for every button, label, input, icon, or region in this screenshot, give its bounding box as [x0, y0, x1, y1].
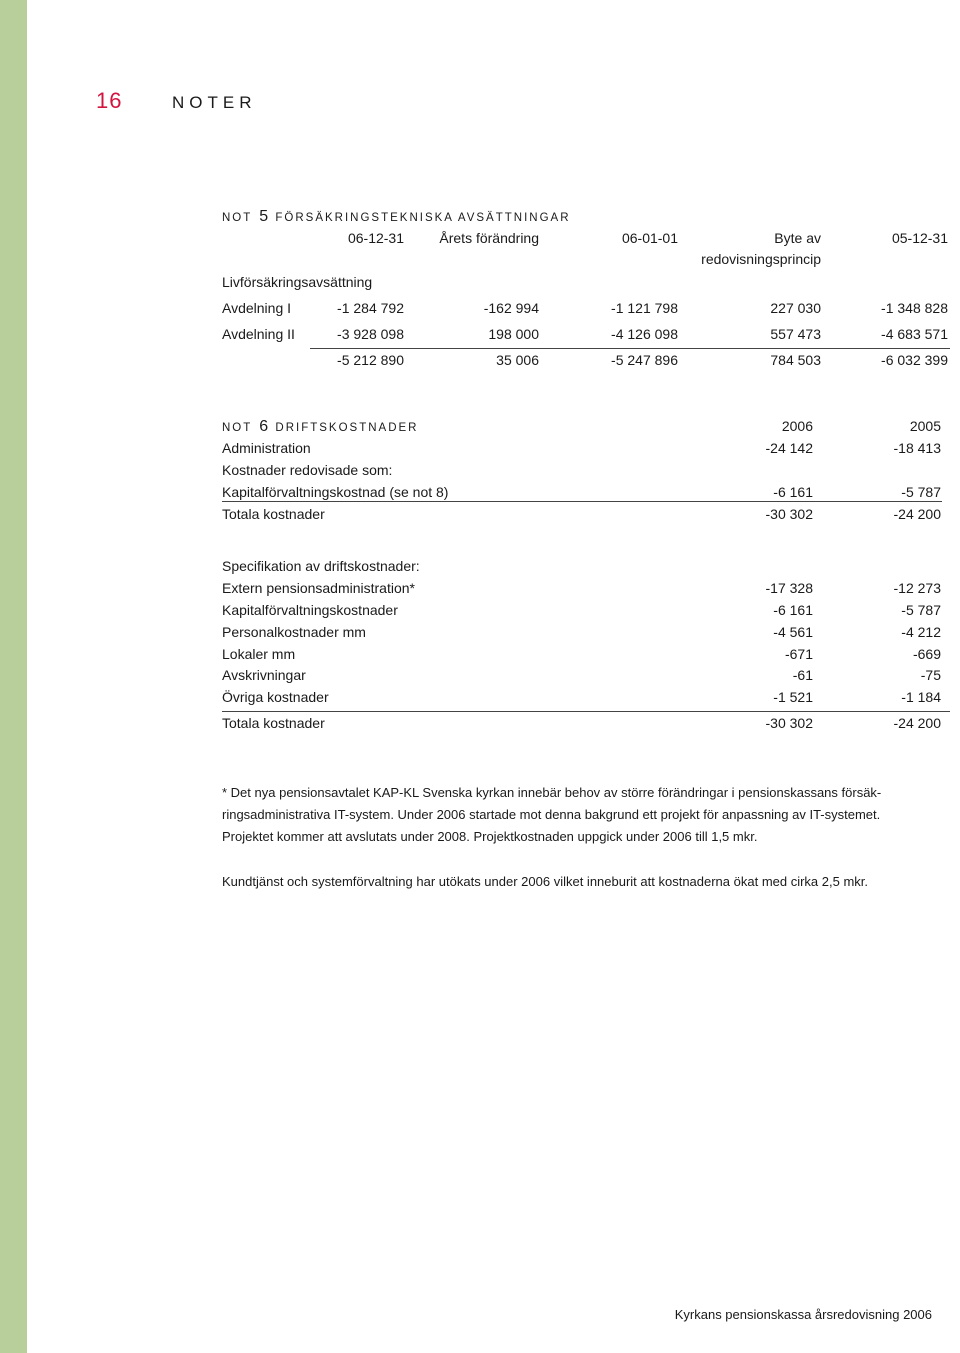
- spec-cell: -5 787: [901, 602, 941, 618]
- note5-col-subheader: redovisningsprincip: [701, 251, 821, 267]
- footnote: [222, 782, 942, 848]
- spec-cell: -12 273: [893, 580, 941, 596]
- note6-year-header: 2006: [781, 418, 813, 434]
- note5-row-label: Avdelning I: [222, 300, 292, 316]
- footnote-line: ringsadministrativa IT-system. Under 2006 startade mot denna bakgrund ett projekt för anpassning av IT-systemet.: [222, 807, 881, 822]
- note6-prefix: NOT: [222, 422, 253, 434]
- note5-row-label: Avdelning II: [222, 326, 295, 342]
- page-number: 16: [96, 88, 123, 113]
- note5-cell: -1 284 792: [337, 300, 404, 316]
- spec-row-label: Personalkostnader mm: [222, 624, 366, 640]
- spec-cell: -4 561: [773, 624, 813, 640]
- spec-row-label: Extern pensionsadministration*: [222, 580, 415, 596]
- spec-cell: -1 184: [901, 689, 941, 705]
- spec-row-label: Avskrivningar: [222, 667, 306, 683]
- note5-cell: -3 928 098: [337, 326, 404, 342]
- note5-cell: -1 121 798: [611, 300, 678, 316]
- note5-total-cell: -6 032 399: [881, 352, 948, 368]
- spec-cell: -61: [792, 667, 813, 683]
- section-title: NOTER: [172, 93, 257, 112]
- note6-total-cell: -30 302: [765, 506, 813, 522]
- note5-number: 5: [259, 208, 269, 225]
- note6-cell: -5 787: [901, 484, 941, 500]
- note5-title: FÖRSÄKRINGSTEKNISKA AVSÄTTNINGAR: [275, 212, 571, 224]
- spec-cell: -6 161: [773, 602, 813, 618]
- sidebar-stripe: [0, 0, 27, 1353]
- note5-total-cell: 35 006: [496, 352, 539, 368]
- footnote-line: Projektet kommer att avslutats under 2008. Projektkostnaden uppgick under 2006 till 1,5 mkr.: [222, 829, 758, 844]
- note5-cell: 198 000: [488, 326, 539, 342]
- paragraph: Kundtjänst och systemförvaltning har utökats under 2006 vilket inneburit att kostnaderna ökat med cirka 2,5 mkr.: [222, 874, 869, 889]
- page-footer: Kyrkans pensionskassa årsredovisning 2006: [674, 1307, 932, 1322]
- spec-total-cell: -24 200: [893, 715, 941, 731]
- note5-cell: -4 683 571: [881, 326, 948, 342]
- spec-cell: -4 212: [901, 624, 941, 640]
- note5-col-header: Byte av: [774, 230, 821, 246]
- note6-heading: [222, 418, 418, 436]
- note5-group-label: Livförsäkringsavsättning: [222, 274, 373, 290]
- note5-col-header: Årets förändring: [439, 230, 539, 246]
- spec-cell: -75: [920, 667, 941, 683]
- spec-cell: -669: [912, 646, 941, 662]
- note6-cell: -18 413: [893, 440, 941, 456]
- spec-cell: -671: [784, 646, 813, 662]
- note5-cell: 227 030: [770, 300, 821, 316]
- spec-total-cell: -30 302: [765, 715, 813, 731]
- note5-prefix: NOT: [222, 212, 253, 224]
- note6-row-label: Kostnader redovisade som:: [222, 462, 393, 478]
- note6-cell: -6 161: [773, 484, 813, 500]
- note6-total-cell: -24 200: [893, 506, 941, 522]
- note6-title: DRIFTSKOSTNADER: [275, 422, 419, 434]
- footnote-line: * Det nya pensionsavtalet KAP-KL Svenska kyrkan innebär behov av större förändringar i pensionskassans försäk-: [222, 785, 882, 800]
- note5-cell: -162 994: [483, 300, 539, 316]
- note6-row-label: Administration: [222, 440, 311, 456]
- note5-total-cell: -5 247 896: [611, 352, 678, 368]
- spec-total-label: Totala kostnader: [222, 715, 325, 731]
- note6-number: 6: [259, 418, 269, 435]
- note5-total-cell: 784 503: [770, 352, 821, 368]
- note6-total-label: Totala kostnader: [222, 506, 325, 522]
- note5-col-header: 06-12-31: [347, 230, 404, 246]
- spec-row-label: Lokaler mm: [222, 646, 296, 662]
- note5-cell: 557 473: [770, 326, 821, 342]
- note5-col-header: 06-01-01: [621, 230, 678, 246]
- note6-row-label: Kapitalförvaltningskostnad (se not 8): [222, 484, 449, 500]
- note5-cell: -1 348 828: [881, 300, 948, 316]
- note5-total-rule: [310, 348, 950, 349]
- spec-row-label: Övriga kostnader: [222, 689, 329, 705]
- note6-cell: -24 142: [765, 440, 813, 456]
- note5-cell: -4 126 098: [611, 326, 678, 342]
- note6-year-header: 2005: [909, 418, 941, 434]
- note5-total-cell: -5 212 890: [337, 352, 404, 368]
- spec-title: Specifikation av driftskostnader:: [222, 558, 420, 574]
- spec-row-label: Kapitalförvaltningskostnader: [222, 602, 398, 618]
- note6-total-rule: [222, 501, 942, 502]
- spec-cell: -1 521: [773, 689, 813, 705]
- note5-col-header: 05-12-31: [891, 230, 948, 246]
- note5-heading: [222, 208, 571, 226]
- spec-total-rule: [222, 711, 950, 712]
- spec-cell: -17 328: [765, 580, 813, 596]
